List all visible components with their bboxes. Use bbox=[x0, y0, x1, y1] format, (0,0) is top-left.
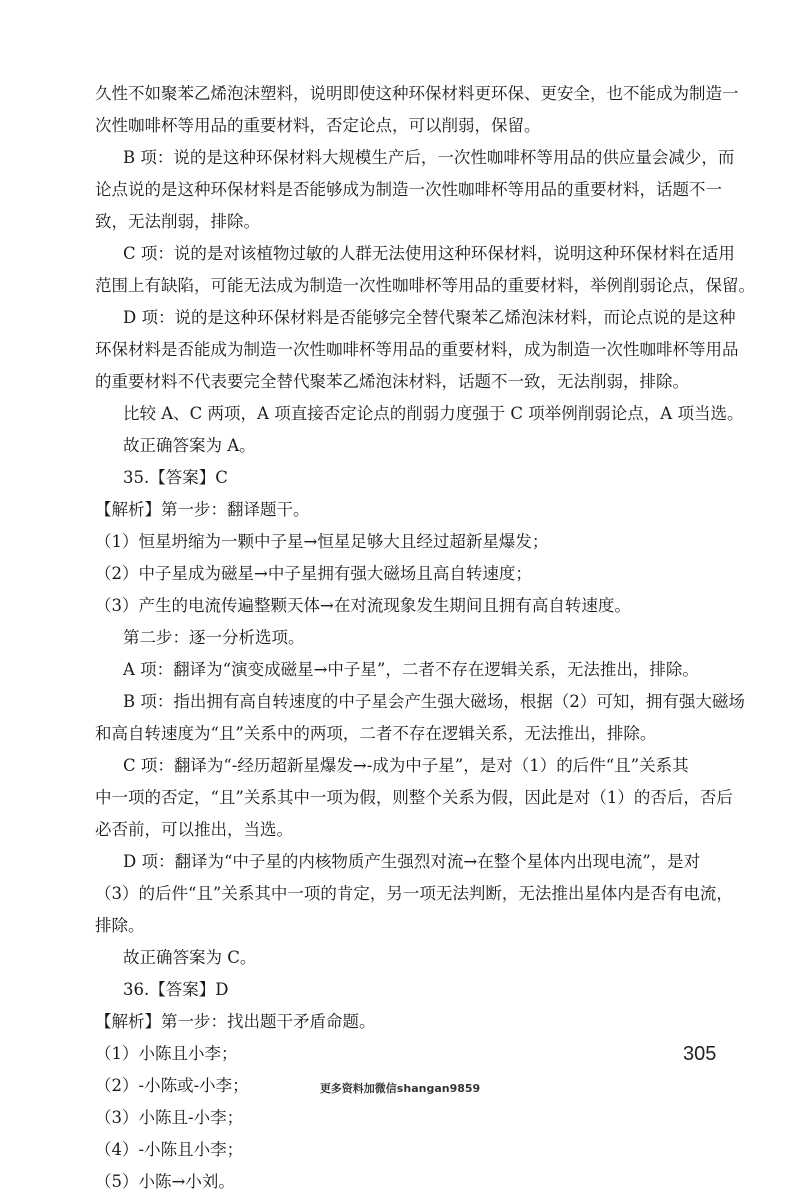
text-line: C 项：说的是对该植物过敏的人群无法使用这种环保材料，说明这种环保材料在适用 bbox=[123, 244, 735, 263]
text-line: C 项：翻译为“-经历超新星爆发→-成为中子星”，是对（1）的后件“且”关系其 bbox=[123, 756, 689, 775]
text-line: （3）的后件“且”关系其中一项的肯定，另一项无法判断，无法推出星体内是否有电流， bbox=[95, 884, 733, 903]
text-line: 故正确答案为 C。 bbox=[123, 948, 257, 967]
text-line: 第二步：逐一分析选项。 bbox=[123, 628, 305, 647]
text-line: D 项：翻译为“中子星的内核物质产生强烈对流→在整个星体内出现电流”，是对 bbox=[123, 852, 701, 871]
answer-heading: 36.【答案】D bbox=[123, 980, 229, 999]
text-line: 久性不如聚苯乙烯泡沫塑料，说明即使这种环保材料更环保、更安全，也不能成为制造一 bbox=[95, 84, 739, 103]
text-line: （5）小陈→小刘。 bbox=[95, 1172, 235, 1191]
text-line: 和高自转速度为“且”关系中的两项，二者不存在逻辑关系，无法推出，排除。 bbox=[95, 724, 657, 743]
text-line: 次性咖啡杯等用品的重要材料，否定论点，可以削弱，保留。 bbox=[95, 116, 541, 135]
analysis-heading: 【解析】第一步：翻译题干。 bbox=[95, 500, 310, 519]
text-line: 排除。 bbox=[95, 916, 145, 935]
document-body bbox=[95, 78, 755, 1198]
text-line: （1）恒星坍缩为一颗中子星→恒星足够大且经过超新星爆发； bbox=[95, 532, 549, 551]
text-line: （4）-小陈且小李； bbox=[95, 1140, 244, 1159]
text-line: A 项：翻译为“演变成磁星→中子星”，二者不存在逻辑关系，无法推出，排除。 bbox=[123, 660, 699, 679]
text-line: 中一项的否定，“且”关系其中一项为假，则整个关系为假，因此是对（1）的否后，否后 bbox=[95, 788, 733, 807]
text-line: 比较 A、C 两项，A 项直接否定论点的削弱力度强于 C 项举例削弱论点，A 项当选。 bbox=[123, 404, 744, 423]
text-line: 的重要材料不代表要完全替代聚苯乙烯泡沫材料，话题不一致，无法削弱，排除。 bbox=[95, 372, 689, 391]
text-line: （3）小陈且-小李； bbox=[95, 1108, 244, 1127]
page-number: 305 bbox=[683, 1043, 717, 1065]
text-line: 范围上有缺陷，可能无法成为制造一次性咖啡杯等用品的重要材料，举例削弱论点，保留。 bbox=[95, 276, 755, 295]
text-line: 故正确答案为 A。 bbox=[123, 436, 256, 455]
analysis-heading: 【解析】第一步：找出题干矛盾命题。 bbox=[95, 1012, 376, 1031]
text-line: （3）产生的电流传遍整颗天体→在对流现象发生期间且拥有高自转速度。 bbox=[95, 596, 631, 615]
text-line: 必否前，可以推出，当选。 bbox=[95, 820, 293, 839]
text-line: 环保材料是否能成为制造一次性咖啡杯等用品的重要材料，成为制造一次性咖啡杯等用品 bbox=[95, 340, 739, 359]
text-line: B 项：说的是这种环保材料大规模生产后，一次性咖啡杯等用品的供应量会减少，而 bbox=[123, 148, 735, 167]
text-line: 致，无法削弱，排除。 bbox=[95, 212, 260, 231]
text-line: （2）中子星成为磁星→中子星拥有强大磁场且高自转速度； bbox=[95, 564, 532, 583]
answer-heading: 35.【答案】C bbox=[123, 468, 228, 487]
footer-watermark: 更多资料加微信shangan9859 bbox=[319, 1082, 481, 1095]
text-line: （2）-小陈或-小李； bbox=[95, 1076, 249, 1095]
text-line: D 项：说的是这种环保材料是否能够完全替代聚苯乙烯泡沫材料，而论点说的是这种 bbox=[123, 308, 736, 327]
text-line: 论点说的是这种环保材料是否能够成为制造一次性咖啡杯等用品的重要材料，话题不一 bbox=[95, 180, 722, 199]
text-line: B 项：指出拥有高自转速度的中子星会产生强大磁场，根据（2）可知，拥有强大磁场 bbox=[123, 692, 745, 711]
text-line: （1）小陈且小李； bbox=[95, 1044, 238, 1063]
